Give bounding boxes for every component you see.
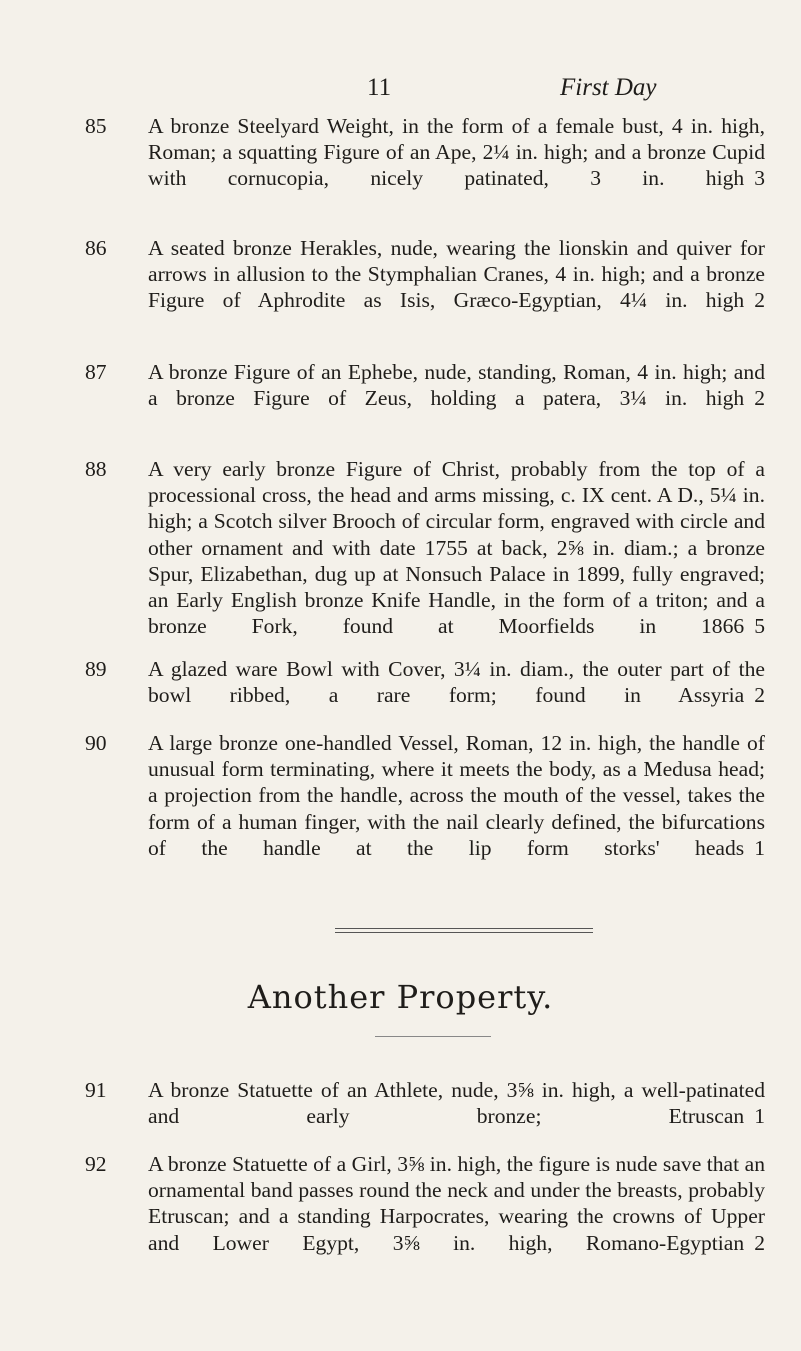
- lot-number: 91: [85, 1078, 107, 1102]
- lot-quantity: 3: [754, 166, 765, 191]
- lot-number: 89: [85, 657, 107, 681]
- lot-body: [148, 359, 765, 411]
- lot-description: A very early bronze Figure of Christ, probably from the top of a processional cross, the head and arms missing, c. IX cent. A D., 5¼ in. high; a Scotch silver Brooch of circular form, engraved with circle and other ornament and with date 1755 at back, 2⅝ in. diam.; a bronze Spur, Elizabethan, dug up at Nonsuch Palace in 1899, fully engraved; an Early English bronze Knife Handle, in the form of a triton; and a bronze Fork, found at Moorfields in 1866: [148, 457, 765, 639]
- section-heading: Another Property.: [247, 978, 554, 1016]
- lot-quantity: 2: [754, 1230, 765, 1255]
- lot-description: A bronze Figure of an Ephebe, nude, standing, Roman, 4 in. high; and a bronze Figure of Zeus, holding a patera, 3¼ in. high: [148, 360, 765, 411]
- lot-description: A bronze Statuette of a Girl, 3⅝ in. high, the figure is nude save that an ornamental band passes round the neck and under the breasts, probably Etruscan; and a standing Harpocrates, wearing the crowns of Upper and Lower Egypt, 3⅝ in. high, Romano-Egyptian: [148, 1152, 765, 1255]
- lot-89: [85, 656, 765, 708]
- lot-description: A bronze Statuette of an Athlete, nude, 3⅝ in. high, a well-patinated and early bronze; Etruscan: [148, 1078, 765, 1129]
- lot-87: [85, 359, 765, 411]
- lot-number: 90: [85, 731, 107, 755]
- lot-body: [148, 1151, 765, 1256]
- lot-number: 85: [85, 114, 107, 138]
- lot-number: 86: [85, 236, 107, 260]
- lot-90: [85, 730, 765, 861]
- lot-body: [148, 656, 765, 708]
- lot-85: [85, 113, 765, 192]
- lot-description: A bronze Steelyard Weight, in the form of a female bust, 4 in. high, Roman; a squatting Figure of an Ape, 2¼ in. high; and a bronze Cupid with cornucopia, nicely patinated, 3 in. high: [148, 114, 765, 191]
- lot-body: [148, 235, 765, 314]
- lot-quantity: 1: [754, 1104, 765, 1129]
- lot-91: [85, 1077, 765, 1129]
- lot-description: A glazed ware Bowl with Cover, 3¼ in. diam., the outer part of the bowl ribbed, a rare form; found in Assyria: [148, 657, 765, 708]
- section-heading-rule: [375, 1036, 491, 1037]
- page-header: [0, 74, 801, 104]
- lot-body: [148, 730, 765, 861]
- lot-quantity: 5: [754, 614, 765, 639]
- lot-88: [85, 456, 765, 639]
- lot-body: [148, 456, 765, 639]
- lot-number: 92: [85, 1152, 107, 1176]
- lot-86: [85, 235, 765, 314]
- lot-quantity: 2: [754, 288, 765, 313]
- running-title: First Day: [560, 74, 657, 101]
- lot-quantity: 2: [754, 386, 765, 411]
- lot-body: [148, 1077, 765, 1129]
- lot-description: A seated bronze Herakles, nude, wearing the lionskin and quiver for arrows in allusion to the Stymphalian Cranes, 4 in. high; and a bronze Figure of Aphrodite as Isis, Græco-Egyptian, 4¼ in. high: [148, 236, 765, 313]
- lot-92: [85, 1151, 765, 1256]
- lot-number: 87: [85, 360, 107, 384]
- section-divider: [335, 928, 593, 933]
- page-number: 11: [367, 74, 392, 101]
- lot-number: 88: [85, 457, 107, 481]
- lot-quantity: 2: [754, 683, 765, 708]
- lot-quantity: 1: [754, 835, 765, 860]
- lot-body: [148, 113, 765, 192]
- lot-description: A large bronze one-handled Vessel, Roman, 12 in. high, the handle of unusual form terminating, where it meets the body, as a Medusa head; a projection from the handle, across the mouth of the vessel, takes the form of a human finger, with the nail clearly defined, the bifurcations of the handle at the lip form storks' heads: [148, 731, 765, 860]
